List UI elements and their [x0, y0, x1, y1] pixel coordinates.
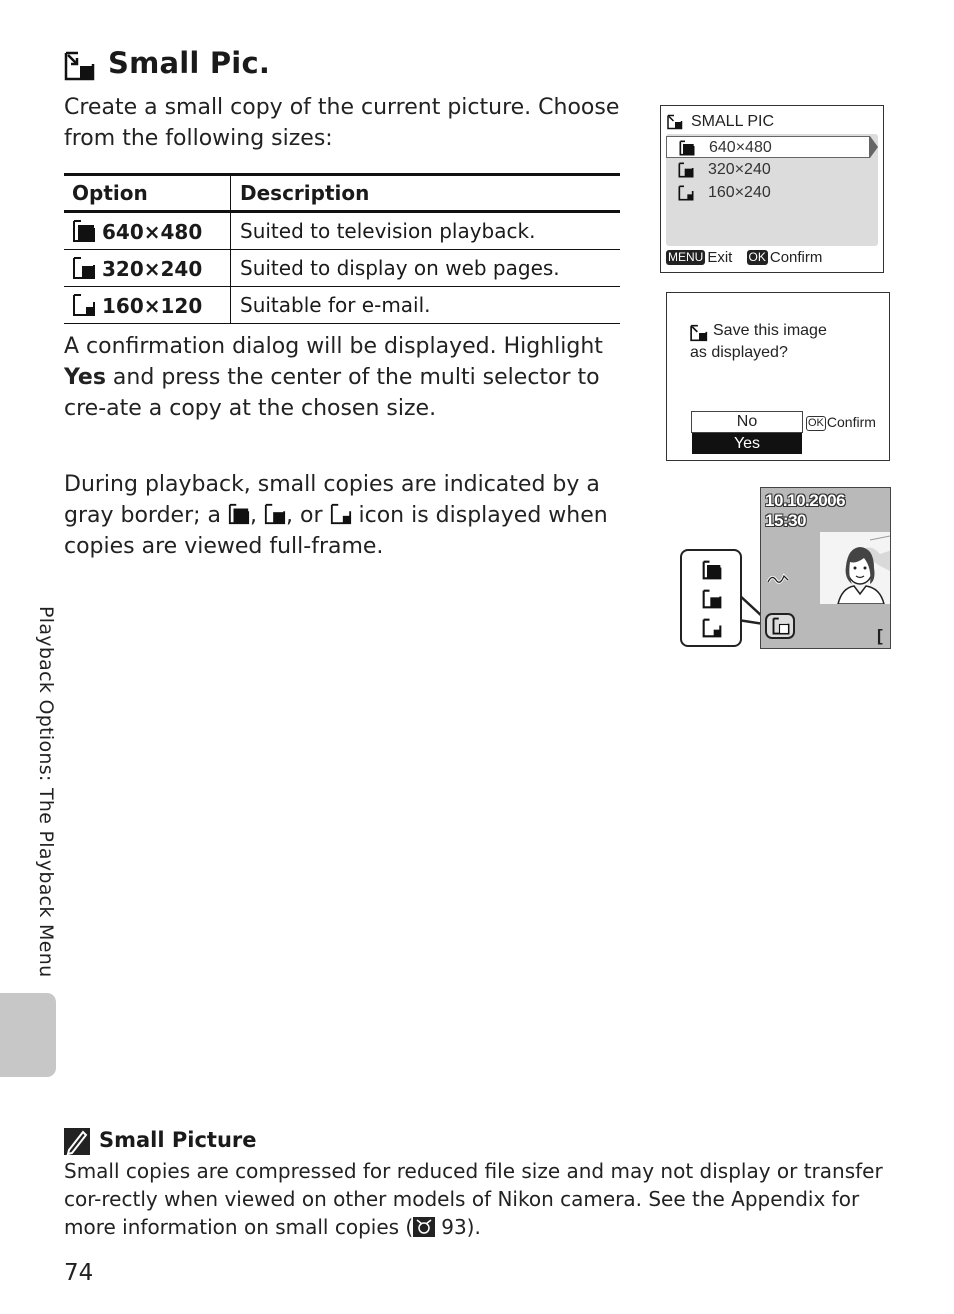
confirm-label: Confirm	[769, 249, 823, 266]
option-label: 160×120	[102, 293, 203, 318]
dialog-confirm-hint: OK Confirm	[808, 414, 876, 430]
yes-emphasis: Yes	[64, 365, 106, 390]
table-row	[64, 212, 620, 250]
size-160-icon	[678, 185, 694, 201]
menu-item-label: 640×480	[709, 139, 772, 156]
table-header-row	[64, 175, 620, 212]
size-640-icon	[72, 219, 96, 243]
small-pic-icon	[667, 114, 683, 130]
menu-footer	[666, 249, 878, 269]
menu-key-badge: MENU	[668, 250, 704, 264]
camera-screen-menu	[660, 105, 884, 273]
camera-screen-dialog	[666, 292, 890, 461]
battery-icon: [	[877, 626, 883, 645]
section-side-label: Playback Options: The Playback Menu	[35, 606, 57, 978]
option-description: Suitable for e-mail.	[240, 293, 431, 317]
size-160-icon	[72, 293, 96, 317]
playback-time: 15:30	[765, 511, 806, 530]
playback-date: 10.10.2006	[765, 491, 846, 510]
camera-screen-playback	[760, 487, 891, 649]
size-320-icon	[264, 503, 286, 525]
option-description: Suited to television playback.	[240, 219, 536, 243]
option-description: Suited to display on web pages.	[240, 256, 560, 280]
note-title: Small Picture	[99, 1128, 257, 1152]
small-pic-icon	[690, 324, 708, 342]
menu-item-160[interactable]	[666, 182, 866, 204]
size-160-icon	[702, 618, 722, 638]
size-320-icon	[702, 589, 722, 609]
options-table	[64, 173, 620, 324]
page-number: 74	[64, 1260, 94, 1286]
ok-key-badge: OK	[748, 250, 766, 264]
menu-title: SMALL PIC	[691, 113, 774, 130]
size-icon-callout	[680, 549, 742, 647]
size-320-icon	[72, 256, 96, 280]
reference-icon	[413, 1217, 435, 1237]
section-tab	[0, 993, 56, 1077]
table-row	[64, 287, 620, 324]
exit-label: Exit	[707, 249, 733, 266]
header-option: Option	[64, 175, 231, 212]
dialog-question-line1: Save this image	[713, 322, 827, 339]
size-160-icon	[330, 503, 352, 525]
intro-text: Create a small copy of the current picture. Choose from the following sizes:	[64, 95, 620, 151]
dialog-no-option[interactable]: No	[691, 411, 803, 433]
size-640-icon	[679, 140, 695, 156]
small-pic-icon	[64, 50, 96, 82]
menu-item-640[interactable]	[666, 136, 870, 158]
menu-item-320[interactable]	[666, 159, 866, 181]
confirm-paragraph: A confirmation dialog will be displayed. Highlight Yes and press the center of the multi selector to cre-ate a copy at the chosen size.	[64, 334, 603, 421]
table-row	[64, 250, 620, 287]
option-label: 640×480	[102, 219, 203, 244]
dialog-yes-option[interactable]: Yes	[692, 433, 802, 454]
portrait-photo-icon	[820, 532, 891, 604]
note-body: Small copies are compressed for reduced file size and may not display or transfer cor-rectly when viewed on other models of Nikon camera. See the Appendix for more information on small copies ( 93).	[64, 1159, 883, 1239]
pencil-note-icon	[64, 1128, 90, 1155]
menu-item-label: 320×240	[708, 161, 771, 178]
dialog-question-line2: as displayed?	[690, 344, 788, 361]
photo-thumbnail	[820, 532, 891, 604]
vibration-reduction-icon	[766, 572, 790, 586]
page-title: Small Pic.	[108, 46, 271, 80]
option-label: 320×240	[102, 256, 203, 281]
ok-key-badge: OK	[808, 417, 824, 429]
size-320-icon	[678, 162, 694, 178]
menu-list	[666, 134, 878, 246]
size-640-icon	[702, 560, 722, 580]
menu-item-label: 160×240	[708, 184, 771, 201]
playback-paragraph: During playback, small copies are indicated by a gray border; a , , or icon is displayed when copies are viewed full-frame.	[64, 472, 608, 559]
size-indicator-icon	[765, 613, 795, 639]
header-description: Description	[240, 181, 370, 205]
size-640-icon	[228, 503, 250, 525]
